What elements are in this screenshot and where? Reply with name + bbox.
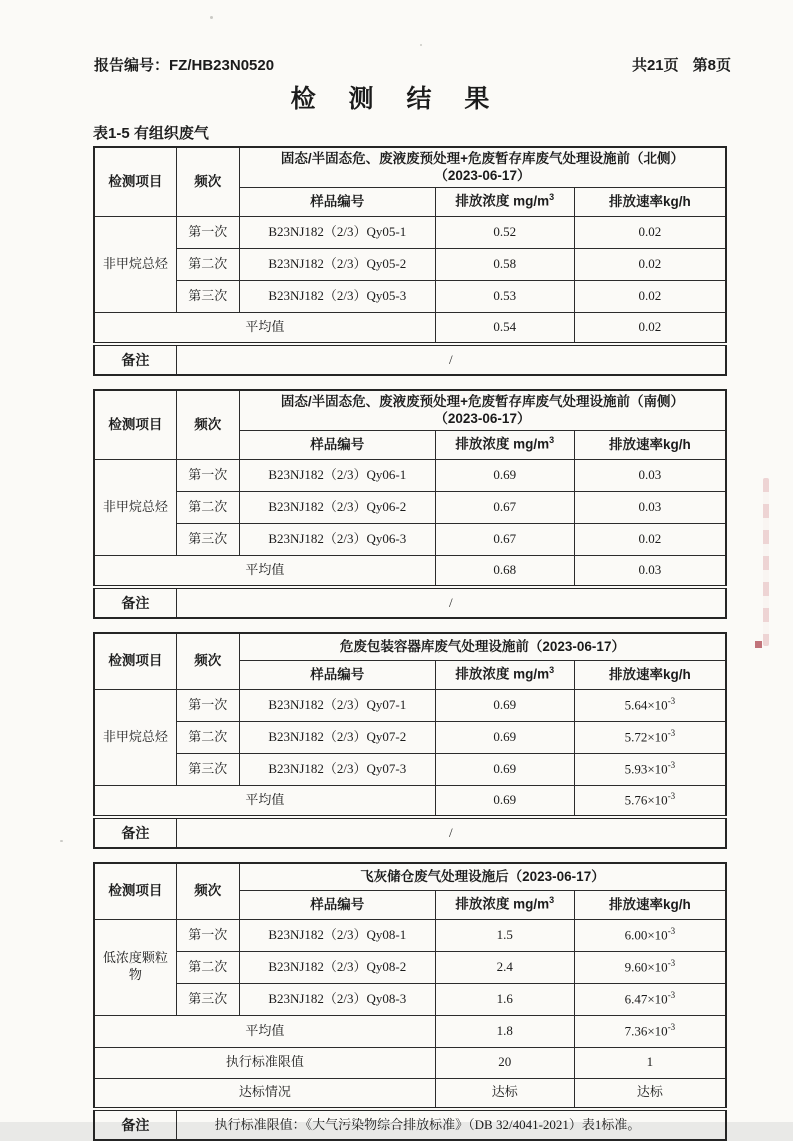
facility-cell [239,863,726,890]
sample-cell: B23NJ182（2/3）Qy05-3 [239,280,435,312]
table-row [94,721,726,753]
rate-value: 5.72×10 [624,729,668,745]
table-row [94,523,726,555]
table-row [94,312,726,344]
remark-label-cell: 备注 [94,1109,176,1140]
rate-value: 0.02 [638,318,662,334]
avg-rate-cell [574,312,726,344]
rate-value: 5.64×10 [624,697,668,713]
rate-cell [574,248,726,280]
col-header-freq: 频次 [176,390,239,459]
conc-cell: 0.52 [435,216,574,248]
remark-label-cell: 备注 [94,344,176,375]
avg-rate-cell [574,785,726,817]
results-table-container-warehouse [93,632,727,849]
freq-cell: 第二次 [176,491,239,523]
rate-cell [574,523,726,555]
col-header-rate: 排放速率kg/h [574,890,726,919]
rate-exponent: -3 [667,695,676,706]
table-row [94,689,726,721]
facility-name: 危废包装容器库废气处理设施前（2023-06-17） [339,638,625,654]
conc-unit-exponent: 3 [549,665,555,676]
avg-label-cell: 平均值 [94,1015,435,1047]
table-row [94,1078,726,1109]
table-row [94,863,726,890]
rate-value: 5.76×10 [624,792,668,808]
col-header-sample: 样品编号 [239,890,435,919]
col-header-concentration [435,890,574,919]
col-header-concentration [435,660,574,689]
avg-rate-cell [574,555,726,587]
sample-cell: B23NJ182（2/3）Qy06-3 [239,523,435,555]
avg-conc-cell: 0.69 [435,785,574,817]
col-header-rate: 排放速率kg/h [574,430,726,459]
remark-value-cell: 执行标准限值：《大气污染物综合排放标准》（DB 32/4041-2021）表1标准。 [176,1109,726,1140]
compliance-conc-cell: 达标 [435,1078,574,1109]
table-row [94,785,726,817]
conc-cell: 0.58 [435,248,574,280]
rate-exponent: -3 [667,1021,676,1032]
rate-exponent: -3 [667,791,676,802]
rate-cell [574,689,726,721]
results-table-fly-ash-silo [93,862,727,1141]
remark-value-cell: / [176,817,726,848]
freq-cell: 第二次 [176,721,239,753]
pagination-total: 共21页 [631,57,679,74]
table-row [94,587,726,618]
table-row [94,1109,726,1140]
rate-exponent: -3 [667,957,676,968]
col-header-item: 检测项目 [94,390,176,459]
rate-value: 5.93×10 [624,761,668,777]
tables-container [93,146,727,1141]
rate-value: 6.00×10 [624,927,668,943]
avg-rate-cell [574,1015,726,1047]
remark-value-cell: / [176,587,726,618]
rate-cell [574,753,726,785]
conc-unit-exponent: 3 [549,435,555,446]
remark-value-cell: / [176,344,726,375]
remark-label-cell: 备注 [94,587,176,618]
sample-cell: B23NJ182（2/3）Qy08-1 [239,919,435,951]
item-cell: 非甲烷总烃 [94,689,176,785]
rate-exponent: -3 [667,727,676,738]
col-header-rate: 排放速率kg/h [574,187,726,216]
scan-speck [420,44,422,46]
col-header-item: 检测项目 [94,863,176,919]
facility-cell [239,633,726,660]
pagination-current: 第8页 [692,57,731,74]
col-header-sample: 样品编号 [239,430,435,459]
stamp-bleed-dot [755,641,762,648]
facility-name: 固态/半固态危、废液废预处理+危废暂存库废气处理设施前（北侧） [280,150,684,166]
facility-date: （2023-06-17） [434,411,531,427]
conc-cell: 0.53 [435,280,574,312]
item-cell: 非甲烷总烃 [94,459,176,555]
sample-cell: B23NJ182（2/3）Qy07-1 [239,689,435,721]
table-row [94,248,726,280]
table-row [94,983,726,1015]
table-row [94,633,726,660]
sample-cell: B23NJ182（2/3）Qy08-2 [239,951,435,983]
avg-label-cell: 平均值 [94,785,435,817]
col-header-concentration [435,430,574,459]
conc-cell: 1.5 [435,919,574,951]
freq-cell: 第三次 [176,983,239,1015]
compliance-rate-cell: 达标 [574,1078,726,1109]
scan-speck [60,840,63,842]
avg-label-cell: 平均值 [94,555,435,587]
rate-value: 0.03 [638,561,662,577]
col-header-item: 检测项目 [94,633,176,689]
table-row [94,344,726,375]
item-cell: 低浓度颗粒物 [94,919,176,1015]
rate-value: 7.36×10 [624,1023,668,1039]
col-header-freq: 频次 [176,633,239,689]
table-row [94,555,726,587]
rate-value: 9.60×10 [624,959,668,975]
rate-exponent: -3 [667,925,676,936]
freq-cell: 第一次 [176,689,239,721]
rate-value: 0.02 [638,223,662,239]
rate-value: 6.47×10 [624,991,668,1007]
facility-cell [239,147,726,187]
remark-label-cell: 备注 [94,817,176,848]
page-title: 检 测 结 果 [290,85,503,113]
col-header-freq: 频次 [176,863,239,919]
freq-cell: 第二次 [176,951,239,983]
rate-cell [574,280,726,312]
table-row [94,390,726,430]
table-row [94,216,726,248]
rate-value: 0.03 [638,498,662,514]
col-header-sample: 样品编号 [239,187,435,216]
table-row [94,753,726,785]
avg-conc-cell: 0.68 [435,555,574,587]
conc-unit-exponent: 3 [549,192,555,203]
rate-exponent: -3 [667,989,676,1000]
stamp-bleed-mark [763,478,769,646]
conc-cell: 0.69 [435,689,574,721]
conc-cell: 1.6 [435,983,574,1015]
facility-name: 固态/半固态危、废液废预处理+危废暂存库废气处理设施前（南侧） [280,393,684,409]
rate-cell [574,951,726,983]
rate-value: 0.03 [638,466,662,482]
conc-cell: 0.69 [435,459,574,491]
limit-label-cell: 执行标准限值 [94,1047,435,1078]
rate-exponent: -3 [667,759,676,770]
report-number-label: 报告编号： [94,57,170,74]
scan-speck [210,16,213,19]
pagination [618,54,731,75]
conc-cell: 0.69 [435,721,574,753]
table-row [94,1015,726,1047]
table-row [94,280,726,312]
conc-cell: 0.67 [435,523,574,555]
freq-cell: 第三次 [176,753,239,785]
avg-conc-cell: 1.8 [435,1015,574,1047]
facility-cell [239,390,726,430]
rate-cell [574,721,726,753]
col-header-freq: 频次 [176,147,239,216]
table-row [94,919,726,951]
table-row [94,147,726,187]
results-table-north [93,146,727,376]
table-row [94,951,726,983]
results-table-south [93,389,727,619]
conc-unit: 排放浓度 mg/m [455,896,550,912]
freq-cell: 第二次 [176,248,239,280]
rate-value: 0.02 [638,255,662,271]
sample-cell: B23NJ182（2/3）Qy05-2 [239,248,435,280]
freq-cell: 第一次 [176,459,239,491]
compliance-label-cell: 达标情况 [94,1078,435,1109]
sample-cell: B23NJ182（2/3）Qy07-2 [239,721,435,753]
avg-label-cell: 平均值 [94,312,435,344]
rate-value: 0.02 [638,287,662,303]
table-caption: 表1-5 有组织废气 [93,125,209,142]
sample-cell: B23NJ182（2/3）Qy06-2 [239,491,435,523]
facility-date: （2023-06-17） [434,168,531,184]
conc-cell: 2.4 [435,951,574,983]
report-number [94,54,274,75]
col-header-item: 检测项目 [94,147,176,216]
report-number-value: FZ/HB23N0520 [169,57,275,74]
item-cell: 非甲烷总烃 [94,216,176,312]
rate-cell [574,983,726,1015]
freq-cell: 第三次 [176,523,239,555]
page-header [0,0,793,75]
limit-rate-cell: 1 [574,1047,726,1078]
freq-cell: 第三次 [176,280,239,312]
limit-conc-cell: 20 [435,1047,574,1078]
rate-cell [574,919,726,951]
rate-value: 0.02 [638,530,662,546]
conc-cell: 0.67 [435,491,574,523]
sample-cell: B23NJ182（2/3）Qy07-3 [239,753,435,785]
col-header-sample: 样品编号 [239,660,435,689]
conc-unit: 排放浓度 mg/m [455,666,550,682]
table-row [94,459,726,491]
table-row [94,491,726,523]
rate-cell [574,216,726,248]
rate-cell [574,459,726,491]
col-header-concentration [435,187,574,216]
table-row [94,817,726,848]
conc-unit-exponent: 3 [549,895,555,906]
sample-cell: B23NJ182（2/3）Qy06-1 [239,459,435,491]
conc-cell: 0.69 [435,753,574,785]
avg-conc-cell: 0.54 [435,312,574,344]
col-header-rate: 排放速率kg/h [574,660,726,689]
rate-cell [574,491,726,523]
table-row [94,1047,726,1078]
freq-cell: 第一次 [176,216,239,248]
conc-unit: 排放浓度 mg/m [455,193,550,209]
sample-cell: B23NJ182（2/3）Qy08-3 [239,983,435,1015]
sample-cell: B23NJ182（2/3）Qy05-1 [239,216,435,248]
conc-unit: 排放浓度 mg/m [455,436,550,452]
freq-cell: 第一次 [176,919,239,951]
facility-name: 飞灰储仓废气处理设施后（2023-06-17） [360,868,605,884]
